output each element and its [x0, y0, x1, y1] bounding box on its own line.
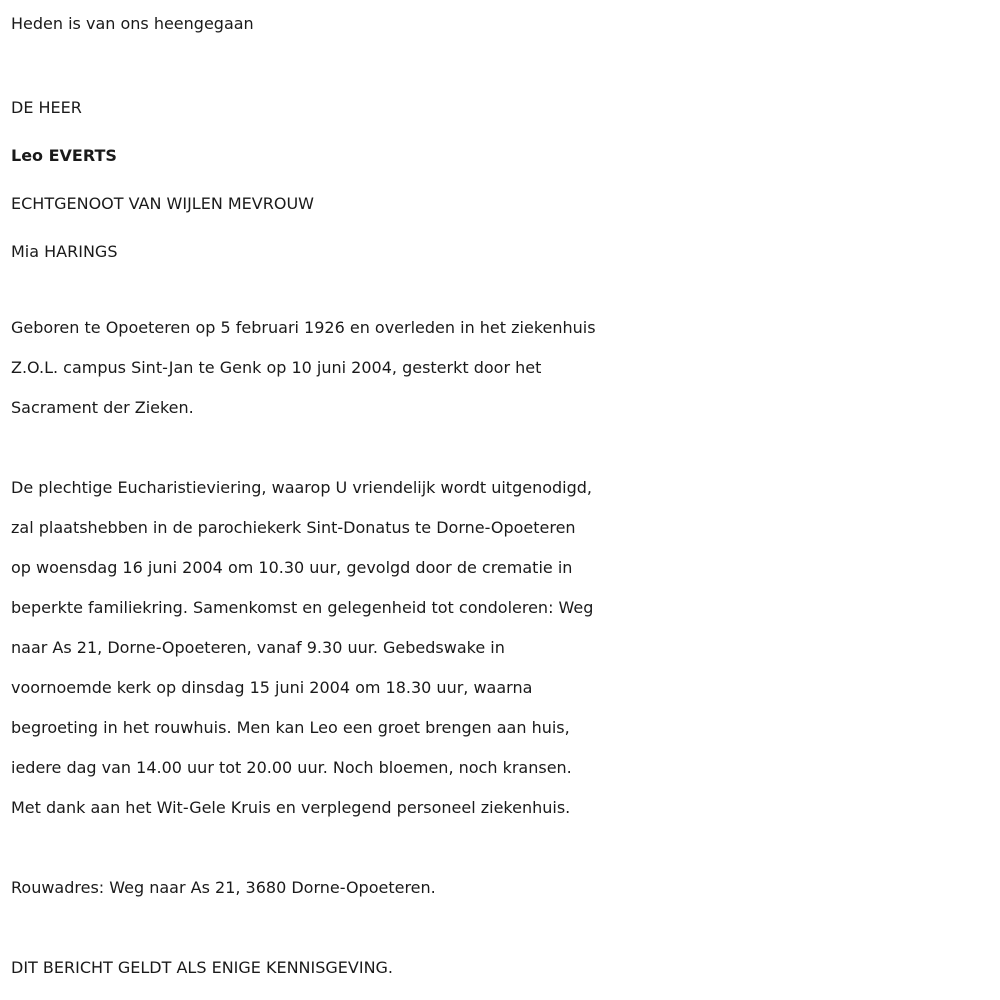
- opening-line: Heden is van ons heengegaan: [11, 14, 254, 33]
- funeral-address: Rouwadres: Weg naar As 21, 3680 Dorne-Opoeteren.: [11, 878, 436, 897]
- paragraph-line: beperkte familiekring. Samenkomst en gelegenheid tot condoleren: Weg: [11, 598, 594, 617]
- paragraph-line: begroeting in het rouwhuis. Men kan Leo een groet brengen aan huis,: [11, 718, 570, 737]
- spouse-label: ECHTGENOOT VAN WIJLEN MEVROUW: [11, 194, 314, 213]
- spacer: [11, 276, 996, 308]
- paragraph-line: Met dank aan het Wit-Gele Kruis en verplegend personeel ziekenhuis.: [11, 798, 571, 817]
- spacer: [11, 44, 996, 84]
- paragraph-line: De plechtige Eucharistieviering, waarop U vriendelijk wordt uitgenodigd,: [11, 478, 592, 497]
- paragraph-line: Geboren te Opoeteren op 5 februari 1926 en overleden in het ziekenhuis: [11, 318, 596, 337]
- paragraph-line: zal plaatshebben in de parochiekerk Sint-Donatus te Dorne-Opoeteren: [11, 518, 576, 537]
- title-line: DE HEER: [11, 98, 82, 117]
- paragraph-line: Z.O.L. campus Sint-Jan te Genk op 10 juni 2004, gesterkt door het: [11, 358, 542, 377]
- death-notice: [11, 4, 996, 988]
- spouse-name: Mia HARINGS: [11, 242, 118, 261]
- paragraph-line: voornoemde kerk op dinsdag 15 juni 2004 om 18.30 uur, waarna: [11, 678, 533, 697]
- paragraph-line: Sacrament der Zieken.: [11, 398, 194, 417]
- paragraph-line: naar As 21, Dorne-Opoeteren, vanaf 9.30 uur. Gebedswake in: [11, 638, 505, 657]
- ceremony-paragraph: [11, 468, 996, 828]
- closing-statement: DIT BERICHT GELDT ALS ENIGE KENNISGEVING.: [11, 958, 394, 977]
- spacer: [11, 428, 996, 468]
- paragraph-line: op woensdag 16 juni 2004 om 10.30 uur, gevolgd door de crematie in: [11, 558, 573, 577]
- spacer: [11, 828, 996, 868]
- spacer: [11, 908, 996, 948]
- paragraph-line: iedere dag van 14.00 uur tot 20.00 uur. Noch bloemen, noch kransen.: [11, 758, 572, 777]
- deceased-name: Leo EVERTS: [11, 146, 117, 165]
- birth-paragraph: [11, 308, 996, 428]
